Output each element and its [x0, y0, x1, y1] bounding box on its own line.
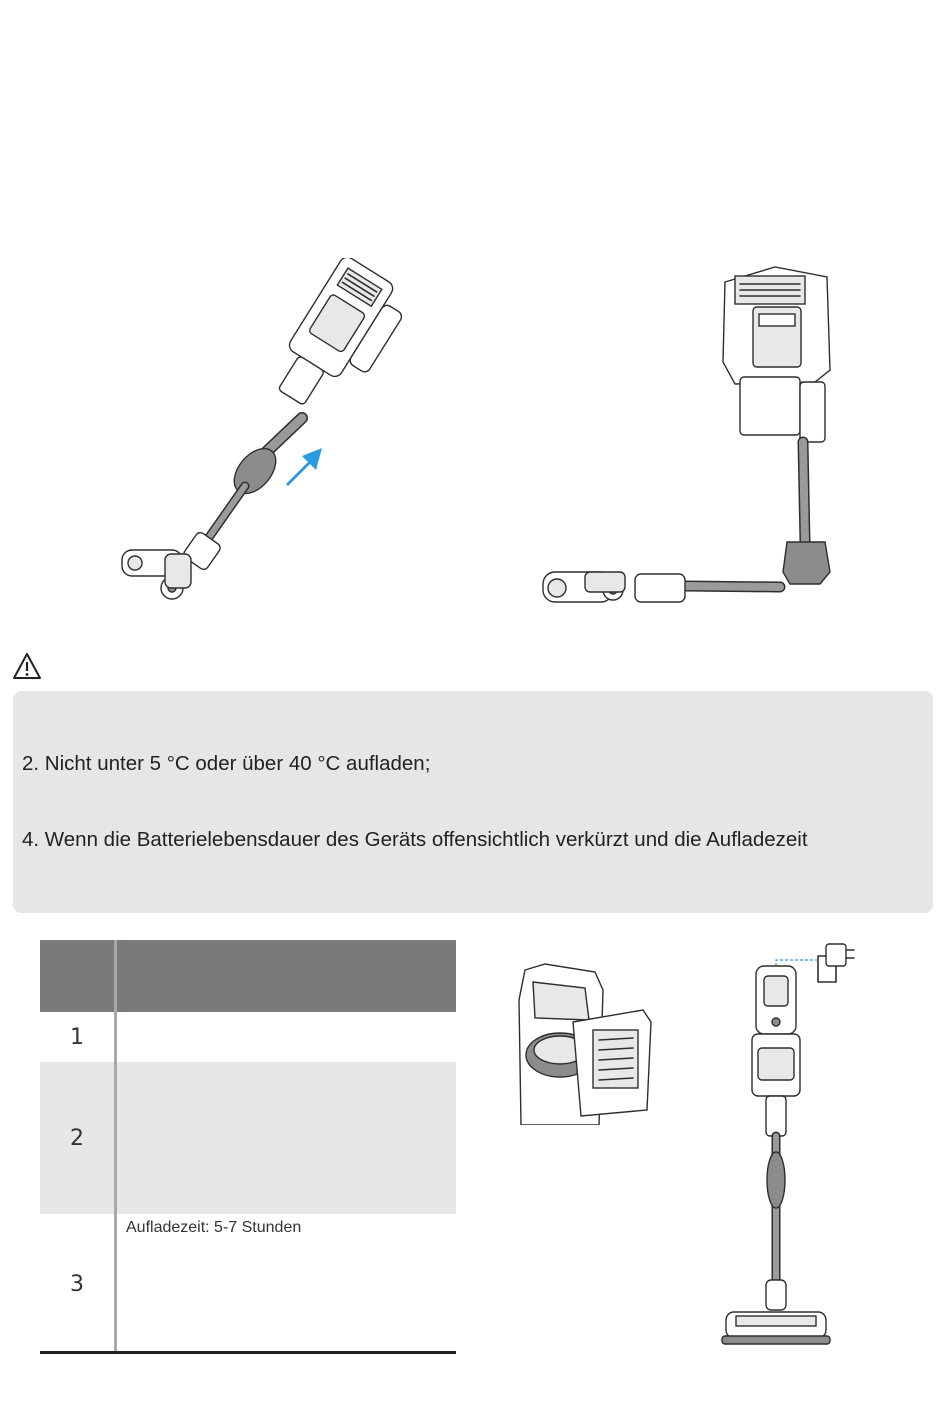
- table-header: [40, 940, 456, 1012]
- table-bottom-rule: [40, 1351, 456, 1354]
- vacuum-insert-illustration: [110, 258, 410, 608]
- row-number: 1: [70, 1025, 84, 1050]
- vacuum-assembled-illustration: [535, 262, 845, 607]
- table-row: [40, 1062, 456, 1214]
- warning-triangle-icon: [12, 652, 42, 680]
- table-row: [40, 1012, 456, 1062]
- notice-item-4: 4. Wenn die Batterielebensdauer des Geräts offensichtlich verkürzt und die Aufladezeit: [22, 828, 808, 851]
- row-number: 3: [70, 1272, 84, 1297]
- insert-arrow-icon: [286, 448, 322, 486]
- vacuum-charging-illustration: [718, 940, 863, 1352]
- battery-closeup-illustration: [515, 960, 660, 1125]
- charging-steps-table: [40, 940, 456, 1354]
- table-row: [40, 1214, 456, 1351]
- notice-item-2: 2. Nicht unter 5 °C oder über 40 °C aufladen;: [22, 752, 431, 775]
- row-number: 2: [70, 1126, 84, 1151]
- column-divider: [114, 940, 117, 1352]
- charging-time-text: Aufladezeit: 5-7 Stunden: [126, 1219, 302, 1236]
- charging-notice-box: [13, 691, 933, 913]
